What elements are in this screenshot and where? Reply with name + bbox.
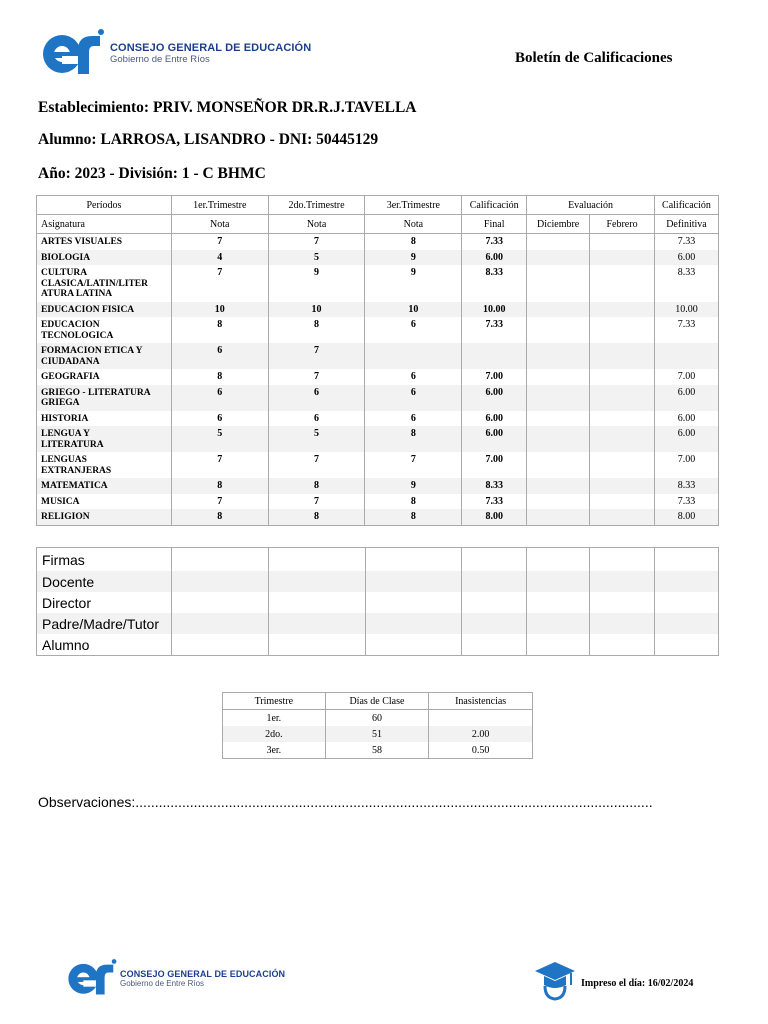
definitiva-cell: 7.33 — [654, 234, 718, 250]
nota-2-cell: 8 — [268, 478, 365, 494]
nota-1-cell: 7 — [171, 234, 268, 250]
febrero-cell — [590, 302, 655, 318]
signature-label: Docente — [37, 571, 172, 592]
nota-3-cell: 9 — [365, 478, 462, 494]
definitiva-cell: 8.00 — [654, 509, 718, 525]
signature-cell — [171, 548, 268, 572]
signature-cell — [527, 548, 590, 572]
definitiva-cell: 10.00 — [654, 302, 718, 318]
header-dias-de-clase: Días de Clase — [325, 693, 429, 710]
signature-cell — [268, 592, 365, 613]
febrero-cell — [590, 494, 655, 510]
definitiva-cell: 7.33 — [654, 494, 718, 510]
table-row — [223, 726, 533, 742]
diciembre-cell — [527, 343, 590, 369]
school-name: Establecimiento: PRIV. MONSEÑOR DR.R.J.TAVELLA — [38, 99, 417, 116]
nota-1-cell: 6 — [171, 411, 268, 427]
definitiva-cell: 7.00 — [654, 369, 718, 385]
signature-cell — [171, 634, 268, 656]
inasistencias-cell: 0.50 — [429, 742, 533, 759]
final-cell: 7.33 — [462, 317, 527, 343]
signature-row — [37, 613, 719, 634]
signature-cell — [462, 592, 527, 613]
dias-cell: 51 — [325, 726, 429, 742]
diciembre-cell — [527, 265, 590, 302]
diciembre-cell — [527, 494, 590, 510]
table-row — [37, 302, 719, 318]
final-cell: 6.00 — [462, 385, 527, 411]
diciembre-cell — [527, 234, 590, 250]
nota-2-cell: 8 — [268, 509, 365, 525]
definitiva-cell: 8.33 — [654, 478, 718, 494]
signature-cell — [655, 634, 719, 656]
signature-cell — [171, 613, 268, 634]
nota-3-cell: 6 — [365, 411, 462, 427]
febrero-cell — [590, 250, 655, 266]
signature-label: Padre/Madre/Tutor — [37, 613, 172, 634]
header-definitiva: Definitiva — [654, 215, 718, 234]
nota-1-cell: 10 — [171, 302, 268, 318]
dias-cell: 60 — [325, 710, 429, 727]
attendance-header-row — [223, 693, 533, 710]
final-cell: 7.00 — [462, 452, 527, 478]
attendance-table — [222, 692, 533, 759]
febrero-cell — [590, 343, 655, 369]
table-row — [37, 452, 719, 478]
nota-2-cell: 5 — [268, 426, 365, 452]
final-cell: 7.33 — [462, 234, 527, 250]
signature-cell — [527, 571, 590, 592]
diciembre-cell — [527, 452, 590, 478]
footer-logo-org-subtitle: Gobierno de Entre Ríos — [120, 978, 205, 988]
nota-3-cell: 8 — [365, 234, 462, 250]
nota-3-cell: 7 — [365, 452, 462, 478]
subject-cell: EDUCACION FISICA — [37, 302, 172, 318]
febrero-cell — [590, 411, 655, 427]
nota-1-cell: 5 — [171, 426, 268, 452]
header-3er-trimestre: 3er.Trimestre — [365, 196, 462, 215]
signature-cell — [590, 634, 655, 656]
nota-2-cell: 10 — [268, 302, 365, 318]
table-row — [223, 742, 533, 759]
final-cell: 6.00 — [462, 426, 527, 452]
signature-cell — [462, 613, 527, 634]
definitiva-cell: 7.33 — [654, 317, 718, 343]
nota-3-cell: 8 — [365, 509, 462, 525]
nota-3-cell: 8 — [365, 426, 462, 452]
footer-cge-logo — [66, 958, 285, 998]
febrero-cell — [590, 426, 655, 452]
febrero-cell — [590, 452, 655, 478]
header-nota-3: Nota — [365, 215, 462, 234]
nota-2-cell: 7 — [268, 369, 365, 385]
subject-cell: HISTORIA — [37, 411, 172, 427]
nota-1-cell: 7 — [171, 494, 268, 510]
signature-cell — [462, 571, 527, 592]
nota-2-cell: 6 — [268, 411, 365, 427]
signature-label: Firmas — [37, 548, 172, 572]
trimestre-cell: 3er. — [223, 742, 326, 759]
cge-logo — [40, 28, 311, 78]
header-evaluacion: Evaluación — [527, 196, 655, 215]
header-calificacion: Calificación — [462, 196, 527, 215]
header-asignatura: Asignatura — [37, 215, 172, 234]
diciembre-cell — [527, 385, 590, 411]
footer-logo-org-name: CONSEJO GENERAL DE EDUCACIÓN — [120, 968, 286, 979]
subject-cell: MUSICA — [37, 494, 172, 510]
subject-cell: EDUCACION TECNOLOGICA — [37, 317, 172, 343]
nota-3-cell: 9 — [365, 250, 462, 266]
signature-cell — [655, 613, 719, 634]
signature-label: Alumno — [37, 634, 172, 656]
signature-cell — [590, 548, 655, 572]
signature-row — [37, 548, 719, 572]
definitiva-cell: 8.33 — [654, 265, 718, 302]
table-row — [37, 385, 719, 411]
nota-1-cell: 6 — [171, 343, 268, 369]
signature-cell — [365, 592, 462, 613]
dias-cell: 58 — [325, 742, 429, 759]
nota-1-cell: 7 — [171, 265, 268, 302]
definitiva-cell: 6.00 — [654, 250, 718, 266]
definitiva-cell — [654, 343, 718, 369]
graduation-cap-icon — [533, 958, 577, 1002]
febrero-cell — [590, 509, 655, 525]
febrero-cell — [590, 478, 655, 494]
nota-1-cell: 8 — [171, 509, 268, 525]
signature-cell — [655, 571, 719, 592]
header-1er-trimestre: 1er.Trimestre — [171, 196, 268, 215]
table-row — [37, 494, 719, 510]
year-division: Año: 2023 - División: 1 - C BHMC — [38, 165, 266, 182]
footer-cge-logo-mark-icon — [66, 958, 118, 998]
nota-2-cell: 9 — [268, 265, 365, 302]
signature-cell — [268, 613, 365, 634]
grades-header-row-2 — [37, 215, 719, 234]
subject-cell: MATEMATICA — [37, 478, 172, 494]
signature-row — [37, 571, 719, 592]
nota-3-cell: 6 — [365, 385, 462, 411]
signature-cell — [268, 634, 365, 656]
signature-cell — [590, 592, 655, 613]
trimestre-cell: 1er. — [223, 710, 326, 727]
trimestre-cell: 2do. — [223, 726, 326, 742]
nota-2-cell: 7 — [268, 494, 365, 510]
final-cell: 7.33 — [462, 494, 527, 510]
inasistencias-cell: 2.00 — [429, 726, 533, 742]
nota-1-cell: 8 — [171, 369, 268, 385]
signature-cell — [365, 613, 462, 634]
table-row — [37, 426, 719, 452]
subject-cell: GRIEGO - LITERATURA GRIEGA — [37, 385, 172, 411]
signature-cell — [590, 571, 655, 592]
signature-cell — [365, 548, 462, 572]
diciembre-cell — [527, 302, 590, 318]
subject-cell: ARTES VISUALES — [37, 234, 172, 250]
nota-1-cell: 8 — [171, 478, 268, 494]
diciembre-cell — [527, 426, 590, 452]
nota-2-cell: 6 — [268, 385, 365, 411]
subject-cell: LENGUA Y LITERATURA — [37, 426, 172, 452]
header-final: Final — [462, 215, 527, 234]
signature-cell — [527, 613, 590, 634]
header-nota-2: Nota — [268, 215, 365, 234]
header-calificacion-definitiva: Calificación — [654, 196, 718, 215]
inasistencias-cell — [429, 710, 533, 727]
signatures-table — [36, 547, 719, 656]
diciembre-cell — [527, 250, 590, 266]
header-periodos: Períodos — [37, 196, 172, 215]
signature-cell — [365, 634, 462, 656]
table-row — [37, 509, 719, 525]
signature-cell — [527, 592, 590, 613]
cge-logo-mark-icon — [40, 28, 106, 78]
printed-date: Impreso el día: 16/02/2024 — [581, 978, 694, 989]
nota-2-cell: 5 — [268, 250, 365, 266]
signature-cell — [171, 592, 268, 613]
signature-cell — [655, 548, 719, 572]
definitiva-cell: 6.00 — [654, 426, 718, 452]
final-cell: 10.00 — [462, 302, 527, 318]
signature-row — [37, 634, 719, 656]
final-cell: 8.33 — [462, 478, 527, 494]
subject-cell: CULTURA CLASICA/LATIN/LITER ATURA LATINA — [37, 265, 172, 302]
diciembre-cell — [527, 411, 590, 427]
signature-cell — [462, 634, 527, 656]
signature-row — [37, 592, 719, 613]
nota-2-cell: 7 — [268, 452, 365, 478]
subject-cell: RELIGION — [37, 509, 172, 525]
subject-cell: BIOLOGIA — [37, 250, 172, 266]
nota-3-cell: 6 — [365, 369, 462, 385]
nota-3-cell: 8 — [365, 494, 462, 510]
subject-cell: LENGUAS EXTRANJERAS — [37, 452, 172, 478]
signature-cell — [268, 548, 365, 572]
header-febrero: Febrero — [590, 215, 655, 234]
table-row — [37, 343, 719, 369]
table-row — [37, 478, 719, 494]
grades-table — [36, 195, 719, 526]
subject-cell: FORMACION ETICA Y CIUDADANA — [37, 343, 172, 369]
nota-1-cell: 6 — [171, 385, 268, 411]
nota-1-cell: 4 — [171, 250, 268, 266]
observaciones-line: Observaciones:..................................................................................................................................... — [38, 794, 653, 810]
final-cell: 7.00 — [462, 369, 527, 385]
signature-cell — [365, 571, 462, 592]
table-row — [223, 710, 533, 727]
signature-cell — [171, 571, 268, 592]
nota-2-cell: 7 — [268, 234, 365, 250]
header-inasistencias: Inasistencias — [429, 693, 533, 710]
definitiva-cell: 6.00 — [654, 411, 718, 427]
febrero-cell — [590, 369, 655, 385]
document-title: Boletín de Calificaciones — [515, 50, 673, 66]
nota-3-cell: 10 — [365, 302, 462, 318]
nota-3-cell: 9 — [365, 265, 462, 302]
table-row — [37, 265, 719, 302]
grades-header-row-1 — [37, 196, 719, 215]
diciembre-cell — [527, 369, 590, 385]
final-cell — [462, 343, 527, 369]
signature-cell — [527, 634, 590, 656]
final-cell: 6.00 — [462, 250, 527, 266]
signature-label: Director — [37, 592, 172, 613]
signature-cell — [462, 548, 527, 572]
table-row — [37, 317, 719, 343]
nota-3-cell: 6 — [365, 317, 462, 343]
nota-1-cell: 8 — [171, 317, 268, 343]
table-row — [37, 250, 719, 266]
definitiva-cell: 7.00 — [654, 452, 718, 478]
febrero-cell — [590, 234, 655, 250]
table-row — [37, 234, 719, 250]
final-cell: 8.33 — [462, 265, 527, 302]
header-2do-trimestre: 2do.Trimestre — [268, 196, 365, 215]
signature-cell — [268, 571, 365, 592]
header-nota-1: Nota — [171, 215, 268, 234]
definitiva-cell: 6.00 — [654, 385, 718, 411]
table-row — [37, 411, 719, 427]
diciembre-cell — [527, 478, 590, 494]
final-cell: 8.00 — [462, 509, 527, 525]
nota-1-cell: 7 — [171, 452, 268, 478]
logo-org-name: CONSEJO GENERAL DE EDUCACIÓN — [110, 41, 312, 54]
logo-org-subtitle: Gobierno de Entre Ríos — [110, 53, 210, 65]
febrero-cell — [590, 265, 655, 302]
student-name: Alumno: LARROSA, LISANDRO - DNI: 50445129 — [38, 131, 379, 148]
febrero-cell — [590, 317, 655, 343]
signature-cell — [590, 613, 655, 634]
nota-3-cell — [365, 343, 462, 369]
final-cell: 6.00 — [462, 411, 527, 427]
nota-2-cell: 7 — [268, 343, 365, 369]
febrero-cell — [590, 385, 655, 411]
diciembre-cell — [527, 509, 590, 525]
diciembre-cell — [527, 317, 590, 343]
signature-cell — [655, 592, 719, 613]
header-diciembre: Diciembre — [527, 215, 590, 234]
header-trimestre: Trimestre — [223, 693, 326, 710]
table-row — [37, 369, 719, 385]
subject-cell: GEOGRAFIA — [37, 369, 172, 385]
nota-2-cell: 8 — [268, 317, 365, 343]
